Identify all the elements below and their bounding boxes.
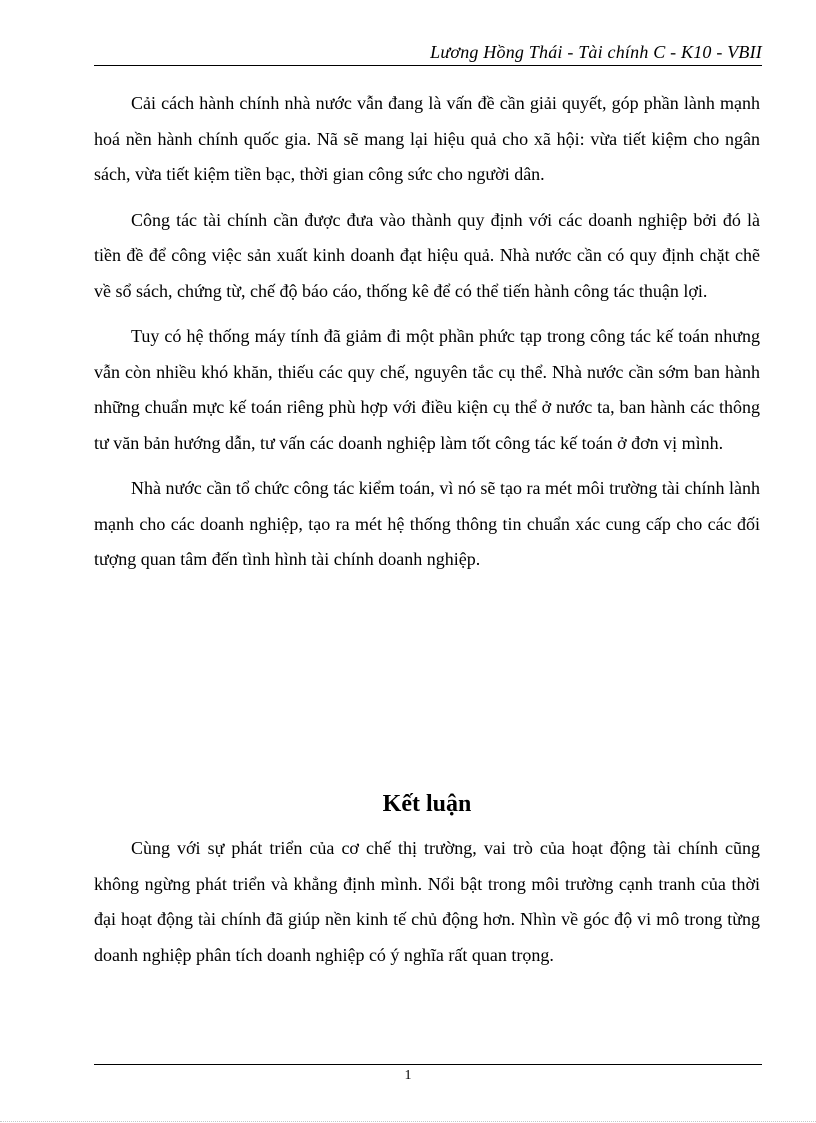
page-bottom-edge (0, 1121, 816, 1122)
body-text (94, 86, 760, 588)
paragraph-4: Nhà nước cần tổ chức công tác kiểm toán, vì nó sẽ tạo ra mét môi trường tài chính lành mạnh cho các doanh nghiệp, tạo ra mét hệ thống thông tin chuẩn xác cung cấp cho các đối tượng quan tâm đến tình hình tài chính doanh nghiệp. (94, 478, 760, 569)
conclusion-paragraph: Cùng với sự phát triển của cơ chế thị trường, vai trò của hoạt động tài chính cũng không ngừng phát triển và khẳng định mình. Nổi bật trong môi trường cạnh tranh của thời đại hoạt động tài chính đã giúp nền kinh tế chủ động hơn. Nhìn về góc độ vi mô trong từng doanh nghiệp phân tích doanh nghiệp có ý nghĩa rất quan trọng. (94, 838, 760, 965)
running-header: Lương Hồng Thái - Tài chính C - K10 - VBII (430, 42, 762, 62)
header-divider (94, 65, 762, 66)
page-number: 1 (404, 1068, 412, 1083)
paragraph-1: Cải cách hành chính nhà nước vẫn đang là vấn đề cần giải quyết, góp phần lành mạnh hoá nền hành chính quốc gia. Nã sẽ mang lại hiệu quả cho xã hội: vừa tiết kiệm cho ngân sách, vừa tiết kiệm tiền bạc, thời gian công sức cho người dân. (94, 93, 760, 184)
footer-divider (94, 1064, 762, 1065)
paragraph-2: Công tác tài chính cần được đưa vào thành quy định với các doanh nghiệp bởi đó là tiền đề để công việc sản xuất kinh doanh đạt hiệu quả. Nhà nước cần có quy định chặt chẽ về sổ sách, chứng từ, chế độ báo cáo, thống kê để có thể tiến hành công tác thuận lợi. (94, 209, 760, 301)
conclusion-section (94, 783, 760, 983)
paragraph-3: Tuy có hệ thống máy tính đã giảm đi một phần phức tạp trong công tác kế toán nhưng vẫn còn nhiều khó khăn, thiếu các quy chế, nguyên tắc cụ thể. Nhà nước cần sớm ban hành những chuẩn mực kế toán riêng phù hợp với điều kiện cụ thể ở nước ta, ban hành các thông tư văn bản hướng dẫn, tư vấn các doanh nghiệp làm tốt công tác kế toán ở đơn vị mình. (94, 326, 760, 453)
conclusion-heading: Kết luận (382, 791, 472, 817)
